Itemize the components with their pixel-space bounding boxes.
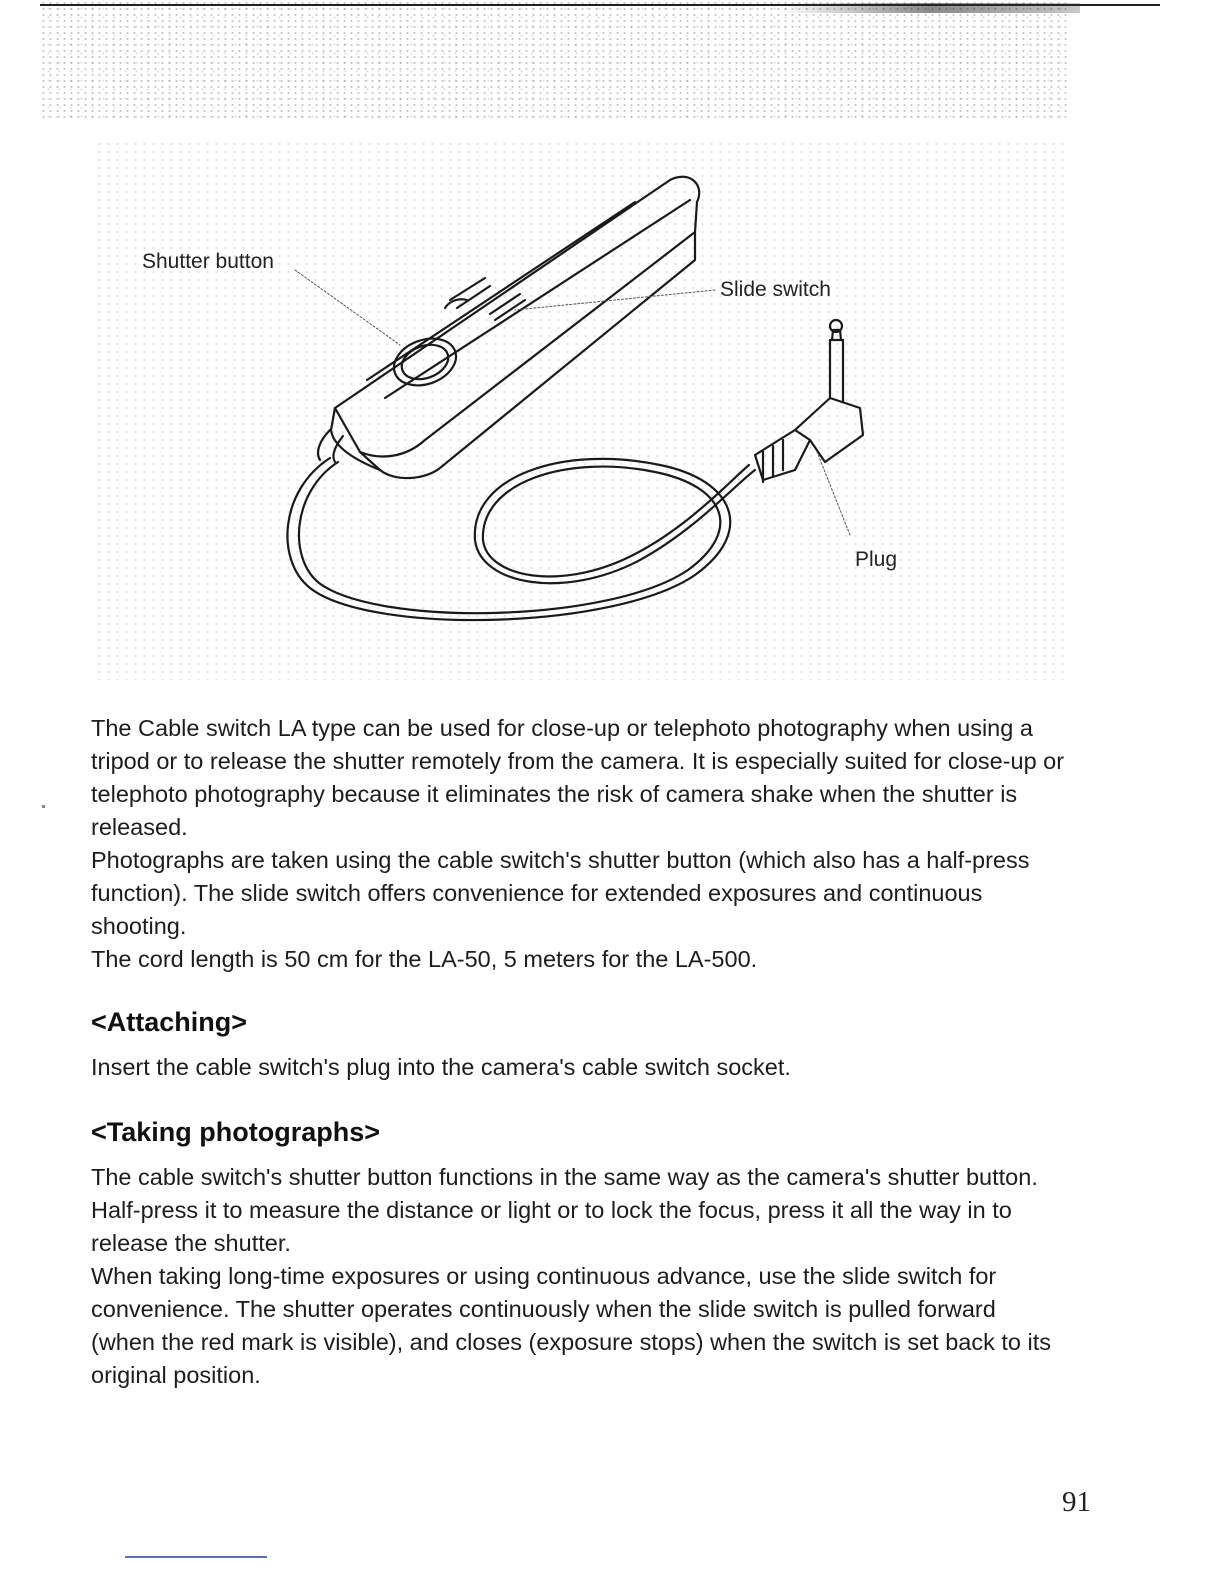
header-shading [780, 3, 1080, 13]
intro-paragraph: The cord length is 50 cm for the LA-50, 5 meters for the LA-500. [91, 946, 758, 972]
cable-switch-illustration [95, 140, 1070, 680]
intro-paragraph: Photographs are taken using the cable switch's shutter button (which also has a half-press function). The slide switch offers convenience for extended exposures and continuous shooting. [91, 847, 1030, 939]
intro-text [91, 712, 1081, 976]
taking-paragraph: When taking long-time exposures or using continuous advance, use the slide switch for convenience. The shutter operates continuously when the slide switch is pulled forward (when the red mark is visible), and closes (exposure stops) when the switch is set back to its original position. [91, 1263, 1051, 1388]
page-number: 91 [1062, 1486, 1091, 1518]
taking-paragraph: The cable switch's shutter button functions in the same way as the camera's shutter button. Half-press it to measure the distance or light or to lock the focus, press it all the way in to release the shutter. [91, 1164, 1038, 1256]
plug-elbow [795, 398, 863, 462]
label-slide-switch: Slide switch [720, 278, 831, 301]
header-decorative-band [40, 0, 1070, 118]
remote-body-lower [331, 408, 380, 470]
margin-mark [42, 805, 45, 808]
cord-outer-loop-2 [299, 462, 749, 613]
shutter-button-shape [387, 330, 462, 393]
label-shutter-button: Shutter button [142, 250, 274, 273]
label-plug: Plug [855, 548, 898, 571]
leader-plug [817, 452, 850, 535]
remote-body-side [360, 232, 695, 478]
attaching-text [91, 1051, 1081, 1084]
intro-paragraph: The Cable switch LA type can be used for close-up or telephoto photography when using a tripod or to release the shutter remotely from the camera. It is especially suited for close-up or telephoto photography because it eliminates the risk of camera shake when the shutter is released. [91, 715, 1065, 840]
leader-shutter-button [295, 270, 400, 345]
heading-taking-photographs: <Taking photographs> [91, 1117, 381, 1147]
heading-attaching: <Attaching> [91, 1007, 248, 1037]
taking-photographs-text [91, 1161, 1051, 1392]
remote-body-top [335, 177, 699, 457]
plug-pin [830, 330, 843, 402]
cable-switch-figure [95, 140, 1070, 680]
footer-rule [125, 1556, 267, 1558]
attaching-paragraph: Insert the cable switch's plug into the camera's cable switch socket. [91, 1054, 791, 1080]
remote-top-plate-2 [385, 200, 690, 398]
